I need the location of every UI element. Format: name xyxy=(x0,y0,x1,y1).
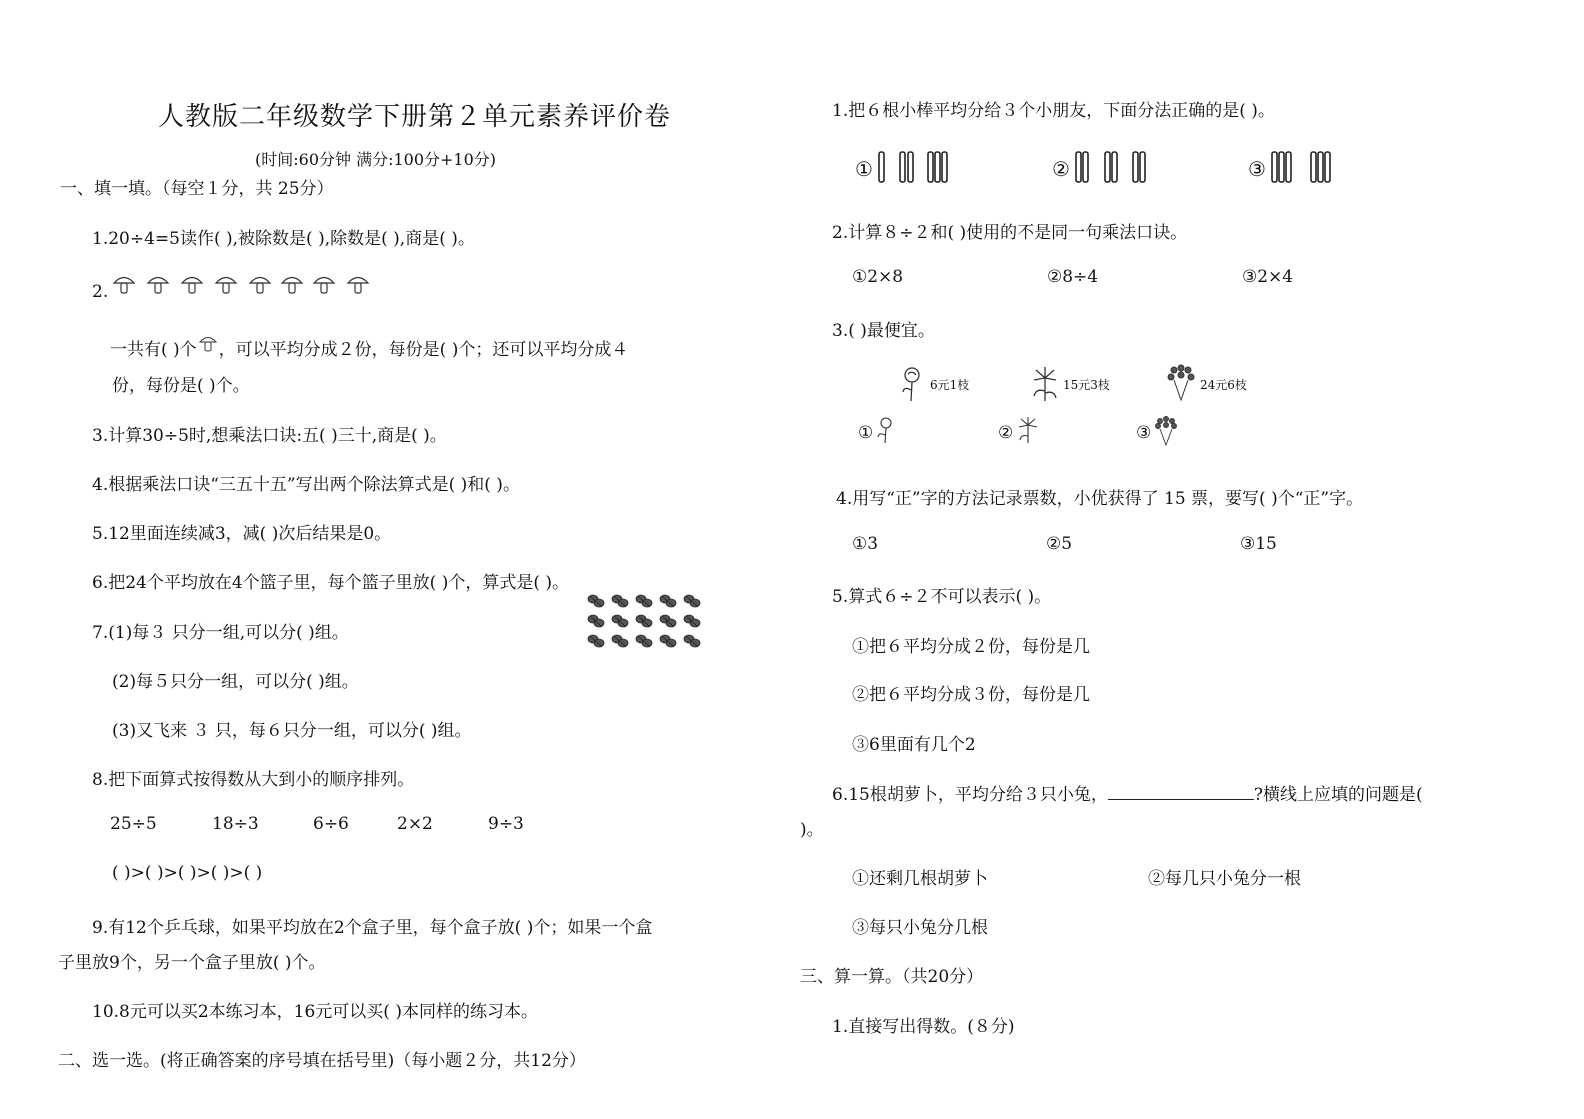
answer-line xyxy=(1108,785,1254,800)
bouquet-small-icon xyxy=(1154,416,1178,446)
sticks-option-3-icon xyxy=(1271,150,1341,186)
question-1-8-expr-4: 2×2 xyxy=(397,814,433,834)
price-rose: 6元1枝 xyxy=(930,378,970,392)
sticks-option-1-icon xyxy=(878,150,953,186)
question-2-3-option-2-label: ② xyxy=(998,423,1014,443)
question-2-5-option-2: ②把６平均分成３份，每份是几 xyxy=(852,685,1090,705)
question-2-4: 4.用写“正”字的方法记录票数，小优获得了 15 票，要写( )个“正”字。 xyxy=(836,489,1364,509)
question-2-6-text-b: ?横线上应填的问题是( xyxy=(1253,785,1423,805)
question-2-5: 5.算式６÷２不可以表示( )。 xyxy=(832,587,1052,607)
rose-icon xyxy=(900,366,926,402)
page-subtitle: (时间:60分钟 满分:100分+10分) xyxy=(255,150,497,169)
question-2-1-option-1-label: ① xyxy=(855,157,873,181)
question-1-5: 5.12里面连续减3，减( )次后结果是0。 xyxy=(92,524,392,544)
question-2-6-option-3: ③每只小兔分几根 xyxy=(852,918,988,938)
question-2-4-option-2: ②5 xyxy=(1046,534,1073,554)
question-1-8-expr-5: 9÷3 xyxy=(488,814,524,834)
question-1-7-part1: 7.(1)每３ 只分一组,可以分( )组。 xyxy=(92,623,349,643)
question-2-4-option-3: ③15 xyxy=(1240,534,1277,554)
price-lily: 15元3枝 xyxy=(1063,378,1110,392)
question-3-1: 1.直接写出得数。(８分) xyxy=(832,1017,1015,1037)
question-1-2-line-c: 份，每份是( )个。 xyxy=(112,376,250,396)
price-bouquet: 24元6枝 xyxy=(1200,378,1247,392)
question-2-4-option-1: ①3 xyxy=(852,534,879,554)
question-2-5-option-3: ③6里面有几个2 xyxy=(852,735,976,755)
question-1-1: 1.20÷4=5读作( ),被除数是( ),除数是( ),商是( )。 xyxy=(92,229,475,249)
question-1-8-expr-1: 25÷5 xyxy=(110,814,157,834)
question-1-7-part3: (3)又飞来 ３ 只，每６只分一组，可以分( )组。 xyxy=(112,721,472,741)
mushroom-icon xyxy=(199,335,217,353)
question-1-2-line-a xyxy=(110,335,628,360)
butterfly-group-icon xyxy=(588,594,704,652)
section-2-heading: 二、选一选。(将正确答案的序号填在括号里)（每小题２分，共12分） xyxy=(58,1051,586,1071)
section-3-heading: 三、算一算。（共20分） xyxy=(800,967,984,987)
question-2-6-line1 xyxy=(832,780,1423,805)
question-2-3-option-3-label: ③ xyxy=(1136,423,1152,443)
question-2-6-option-2: ②每几只小兔分一根 xyxy=(1148,869,1301,889)
question-1-2-number: 2. xyxy=(92,282,109,302)
question-2-5-option-1: ①把６平均分成２份，每份是几 xyxy=(852,637,1090,657)
question-2-1: 1.把６根小棒平均分给３个小朋友，下面分法正确的是( )。 xyxy=(832,101,1275,121)
question-1-3: 3.计算30÷5时,想乘法口诀:五( )三十,商是( )。 xyxy=(92,426,447,446)
question-1-4: 4.根据乘法口诀“三五十五”写出两个除法算式是( )和( )。 xyxy=(92,475,520,495)
question-1-10: 10.8元可以买2本练习本，16元可以买( )本同样的练习本。 xyxy=(92,1002,538,1022)
question-1-8-blanks: ( )>( )>( )>( )>( ) xyxy=(112,863,263,883)
question-1-2-text-b: ，可以平均分成２份，每份是( )个；还可以平均分成４ xyxy=(218,340,629,360)
question-1-9-line1: 9.有12个乒乓球，如果平均放在2个盒子里，每个盒子放( )个；如果一个盒 xyxy=(92,918,653,938)
question-2-6-line2: )。 xyxy=(800,820,824,840)
question-2-2-option-2: ②8÷4 xyxy=(1047,267,1099,287)
question-2-1-option-2-label: ② xyxy=(1052,157,1070,181)
mushroom-row-icon xyxy=(112,272,372,296)
lily-icon xyxy=(1030,366,1060,402)
question-2-6-text-a: 6.15根胡萝卜，平均分给３只小兔， xyxy=(832,785,1108,805)
question-1-9-line2: 子里放9个，另一个盒子里放( )个。 xyxy=(58,953,326,973)
question-1-8: 8.把下面算式按得数从大到小的顺序排列。 xyxy=(92,770,415,790)
lily-small-icon xyxy=(1016,416,1040,444)
question-2-6-option-1: ①还剩几根胡萝卜 xyxy=(852,869,988,889)
question-1-2-text-a: 一共有( )个 xyxy=(110,340,197,360)
sticks-option-2-icon xyxy=(1075,150,1150,186)
question-1-8-expr-2: 18÷3 xyxy=(212,814,259,834)
question-2-2: 2.计算８÷２和( )使用的不是同一句乘法口诀。 xyxy=(832,223,1188,243)
rose-small-icon xyxy=(876,416,896,444)
section-1-heading: 一、填一填。（每空１分，共 25分） xyxy=(60,179,334,199)
question-1-6: 6.把24个平均放在4个篮子里，每个篮子里放( )个，算式是( )。 xyxy=(92,573,570,593)
question-2-3-option-1-label: ① xyxy=(858,423,874,443)
question-2-3: 3.( )最便宜。 xyxy=(832,321,935,341)
bouquet-icon xyxy=(1166,364,1196,402)
question-1-7-part2: (2)每５只分一组，可以分( )组。 xyxy=(112,672,359,692)
question-1-8-expr-3: 6÷6 xyxy=(313,814,349,834)
question-2-1-option-3-label: ③ xyxy=(1248,157,1266,181)
page-title: 人教版二年级数学下册第２单元素养评价卷 xyxy=(158,102,672,132)
question-2-2-option-3: ③2×4 xyxy=(1242,267,1294,287)
question-2-2-option-1: ①2×8 xyxy=(852,267,904,287)
